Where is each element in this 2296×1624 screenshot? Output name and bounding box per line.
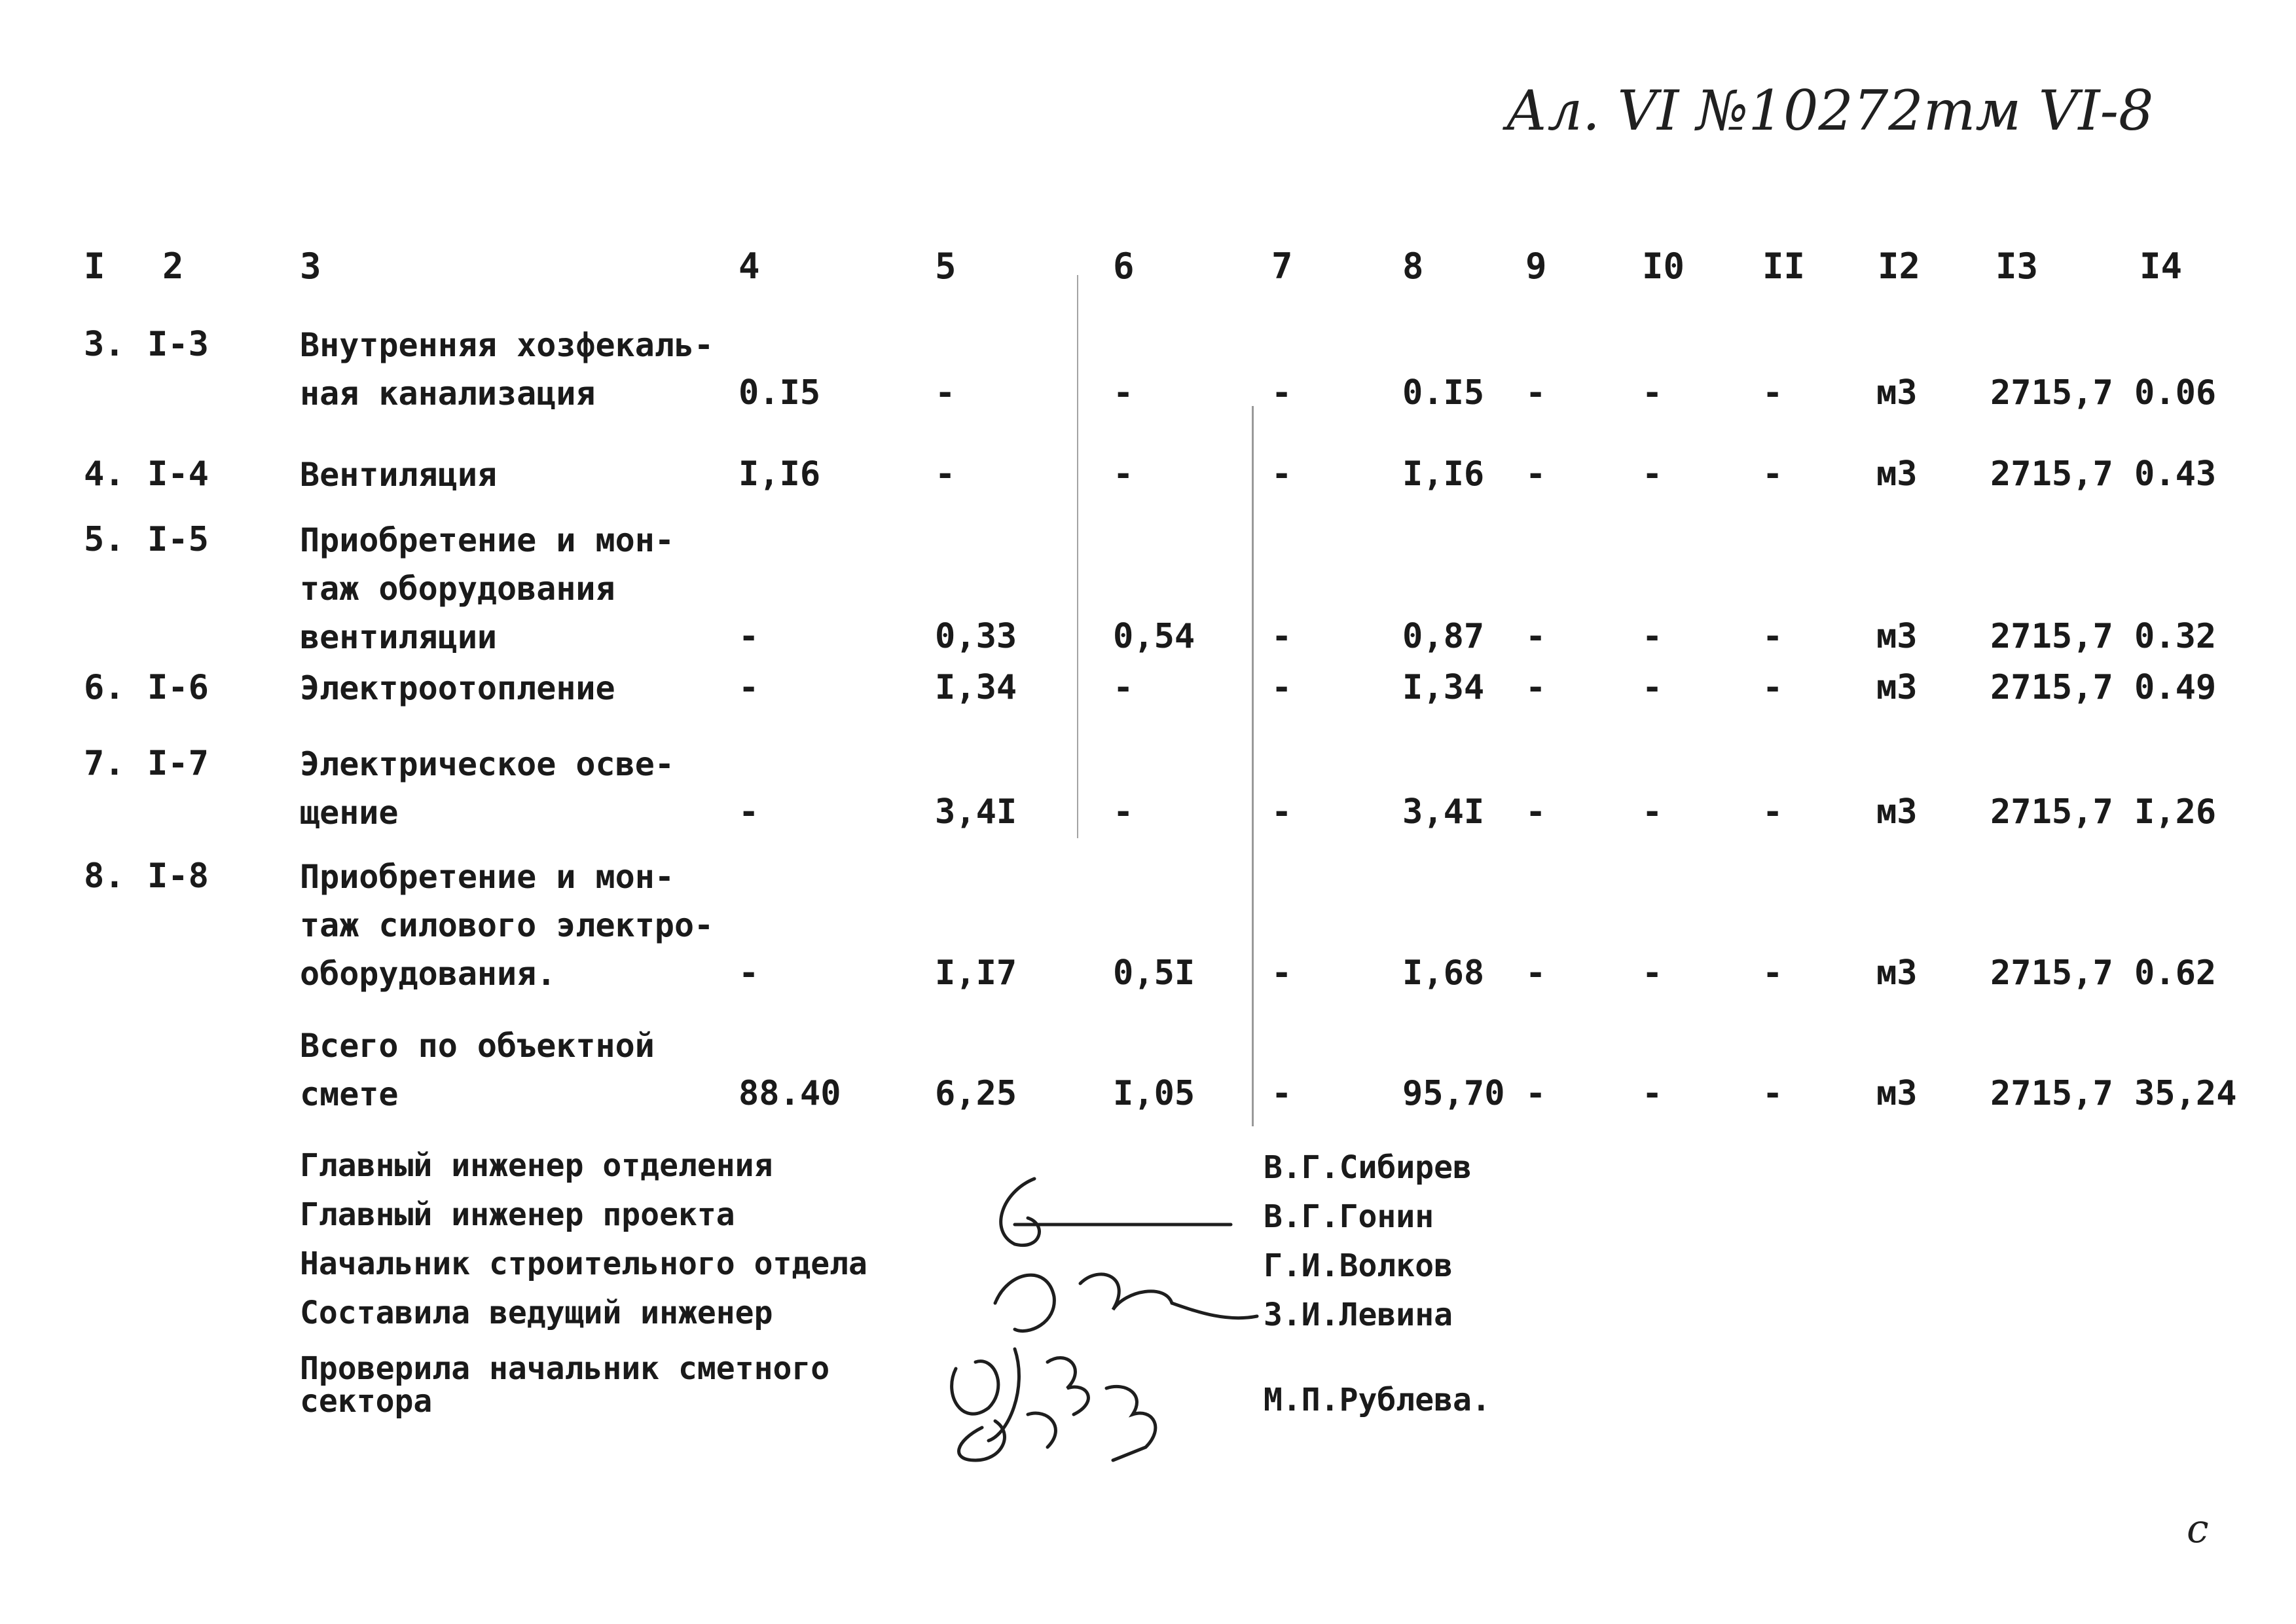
row-description: [300, 664, 615, 712]
col-header-1: I: [84, 246, 105, 287]
description-line: Внутренняя хозфекаль-: [300, 326, 714, 364]
row-number: 8.: [84, 857, 125, 896]
signatory-name: В.Г.Сибирев: [1264, 1149, 1472, 1186]
description-line: Приобретение и мон-: [300, 521, 674, 559]
col-header-13: I3: [1995, 246, 2039, 287]
row-description: [300, 321, 714, 418]
cell-c4: 0.I5: [738, 373, 821, 413]
cell-c5: 6,25: [935, 1074, 1017, 1113]
description-line: смете: [300, 1075, 399, 1113]
cell-c13: 2715,7: [1990, 617, 2113, 656]
col-header-9: 9: [1525, 246, 1547, 287]
cell-unit: м3: [1876, 668, 1918, 707]
col-header-5: 5: [935, 246, 957, 287]
col-header-7: 7: [1271, 246, 1293, 287]
cell-c11: -: [1762, 1074, 1783, 1113]
cell-c5: 3,4I: [935, 792, 1017, 832]
cell-c10: -: [1642, 1074, 1663, 1113]
cell-c13: 2715,7: [1990, 454, 2113, 494]
signatory-role: Проверила начальник сметного сектора: [300, 1350, 830, 1420]
row-number: 7.: [84, 744, 125, 783]
cell-unit: м3: [1876, 373, 1918, 413]
row-number: 3.: [84, 325, 125, 364]
cell-c11: -: [1762, 668, 1783, 707]
cell-c4: -: [738, 953, 759, 993]
cell-c9: -: [1525, 1074, 1546, 1113]
cell-c10: -: [1642, 668, 1663, 707]
cell-c5: -: [935, 373, 956, 413]
cell-c8: 95,70: [1402, 1074, 1505, 1113]
cell-c6: 0,5I: [1113, 953, 1195, 993]
row-number: 6.: [84, 668, 125, 707]
cell-unit: м3: [1876, 454, 1918, 494]
cell-c9: -: [1525, 373, 1546, 413]
col-header-6: 6: [1113, 246, 1135, 287]
cell-c14: 0.49: [2134, 668, 2217, 707]
col-header-2: 2: [162, 246, 184, 287]
cell-c6: -: [1113, 373, 1134, 413]
cell-c5: I,34: [935, 668, 1017, 707]
col-header-12: I2: [1878, 246, 1921, 287]
cell-unit: м3: [1876, 792, 1918, 832]
signatory-name: Г.И.Волков: [1264, 1247, 1453, 1284]
description-line: таж оборудования: [300, 570, 615, 608]
cell-unit: м3: [1876, 617, 1918, 656]
signatory-name: В.Г.Гонин: [1264, 1198, 1434, 1235]
signatory-name: М.П.Рублева.: [1264, 1382, 1491, 1418]
description-line: щение: [300, 794, 399, 832]
col-header-14: I4: [2140, 246, 2183, 287]
cell-c7: -: [1271, 1074, 1292, 1113]
cell-c11: -: [1762, 792, 1783, 832]
col-header-10: I0: [1642, 246, 1685, 287]
cell-c5: -: [935, 454, 956, 494]
row-number: 5.: [84, 520, 125, 559]
cell-c9: -: [1525, 454, 1546, 494]
description-line: Всего по объектной: [300, 1027, 655, 1065]
sheet-code: Ал. VI №10272тм VI-8: [1506, 79, 2154, 143]
cell-c6: I,05: [1113, 1074, 1195, 1113]
cell-unit: м3: [1876, 953, 1918, 993]
col-header-11: II: [1762, 246, 1806, 287]
row-description: [300, 740, 674, 837]
cell-c11: -: [1762, 617, 1783, 656]
cell-c7: -: [1271, 373, 1292, 413]
column-rule: [1077, 275, 1078, 838]
cell-c13: 2715,7: [1990, 1074, 2113, 1113]
cell-c14: 0.32: [2134, 617, 2217, 656]
cell-c10: -: [1642, 617, 1663, 656]
row-number: 4.: [84, 454, 125, 494]
cell-c11: -: [1762, 373, 1783, 413]
corner-mark: с: [2187, 1506, 2209, 1552]
signatory-role: Составила ведущий инженер: [300, 1295, 773, 1331]
cell-c9: -: [1525, 953, 1546, 993]
cell-c7: -: [1271, 668, 1292, 707]
cell-c10: -: [1642, 373, 1663, 413]
description-line: Вентиляция: [300, 456, 498, 494]
cell-c4: -: [738, 617, 759, 656]
signatory-role: Главный инженер отделения: [300, 1147, 773, 1184]
cell-c10: -: [1642, 454, 1663, 494]
cell-c8: 3,4I: [1402, 792, 1485, 832]
cell-c8: 0,87: [1402, 617, 1485, 656]
cell-c14: 0.06: [2134, 373, 2217, 413]
signatory-name: З.И.Левина: [1264, 1297, 1453, 1333]
row-code: I-5: [147, 520, 209, 559]
cell-c4: I,I6: [738, 454, 821, 494]
cell-c13: 2715,7: [1990, 373, 2113, 413]
cell-c9: -: [1525, 617, 1546, 656]
description-line: вентиляции: [300, 618, 498, 656]
cell-c8: I,34: [1402, 668, 1485, 707]
row-description: [300, 1022, 655, 1118]
cell-c6: -: [1113, 792, 1134, 832]
row-description: [300, 853, 714, 998]
cell-c6: -: [1113, 668, 1134, 707]
description-line: таж силового электро-: [300, 906, 714, 944]
description-line: Электроотопление: [300, 669, 615, 707]
handwritten-signatures: [917, 1153, 1283, 1467]
description-line: Приобретение и мон-: [300, 858, 674, 896]
col-header-4: 4: [738, 246, 760, 287]
cell-c10: -: [1642, 953, 1663, 993]
cell-c14: 0.43: [2134, 454, 2217, 494]
cell-c7: -: [1271, 454, 1292, 494]
row-code: I-8: [147, 857, 209, 896]
cell-c9: -: [1525, 668, 1546, 707]
row-code: I-6: [147, 668, 209, 707]
cell-c10: -: [1642, 792, 1663, 832]
description-line: Электрическое осве-: [300, 745, 674, 783]
cell-unit: м3: [1876, 1074, 1918, 1113]
cell-c14: I,26: [2134, 792, 2217, 832]
cell-c13: 2715,7: [1990, 953, 2113, 993]
cell-c8: I,68: [1402, 953, 1485, 993]
cell-c6: 0,54: [1113, 617, 1195, 656]
cell-c11: -: [1762, 953, 1783, 993]
description-line: оборудования.: [300, 955, 556, 993]
column-rule: [1252, 406, 1254, 1126]
cell-c11: -: [1762, 454, 1783, 494]
row-description: [300, 451, 497, 499]
col-header-3: 3: [300, 246, 321, 287]
signatory-role: Начальник строительного отдела: [300, 1246, 867, 1282]
cell-c6: -: [1113, 454, 1134, 494]
cell-c4: 88.40: [738, 1074, 841, 1113]
cell-c7: -: [1271, 792, 1292, 832]
cell-c14: 0.62: [2134, 953, 2217, 993]
cell-c5: I,I7: [935, 953, 1017, 993]
cell-c13: 2715,7: [1990, 792, 2113, 832]
row-code: I-4: [147, 454, 209, 494]
description-line: ная канализация: [300, 375, 596, 413]
col-header-8: 8: [1402, 246, 1424, 287]
cell-c9: -: [1525, 792, 1546, 832]
cell-c4: -: [738, 668, 759, 707]
signatory-role: Главный инженер проекта: [300, 1196, 735, 1233]
row-code: I-7: [147, 744, 209, 783]
cell-c4: -: [738, 792, 759, 832]
cell-c7: -: [1271, 617, 1292, 656]
cell-c13: 2715,7: [1990, 668, 2113, 707]
cell-c8: I,I6: [1402, 454, 1485, 494]
cell-c7: -: [1271, 953, 1292, 993]
cell-c8: 0.I5: [1402, 373, 1485, 413]
cell-c14: 35,24: [2134, 1074, 2237, 1113]
row-code: I-3: [147, 325, 209, 364]
row-description: [300, 516, 674, 661]
cell-c5: 0,33: [935, 617, 1017, 656]
